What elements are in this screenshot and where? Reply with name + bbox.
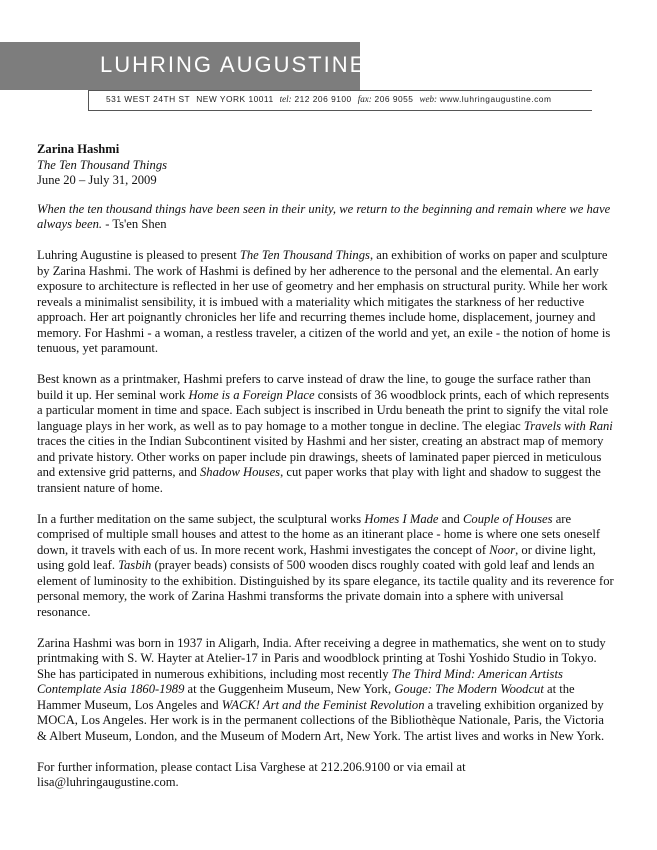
street-address: 531 WEST 24TH ST	[106, 94, 191, 104]
exhibition-name: Gouge: The Modern Woodcut	[394, 682, 544, 696]
text-span: (prayer beads) consists of 500 wooden discs roughly coated with gold leaf and lends an element of luminosity to the exhibition. Distinguished by its spare elegance, its tactile quality and its reverence for personal memory, the work of Zarina Hashmi transforms the private domain into a sphere with universal resonance.	[37, 558, 614, 619]
artwork-title: Travels with Rani	[523, 418, 613, 433]
text-span: , or divine light, using gold leaf.	[37, 542, 596, 572]
artwork-title: Couple of Houses	[463, 511, 553, 526]
letterhead-banner	[0, 42, 367, 90]
quote-text: When the ten thousand things have been seen in their unity, we return to the beginning and remain where we have always been.	[37, 201, 611, 231]
gallery-logo: LUHRING AUGUSTINE	[100, 52, 367, 77]
text-span: a traveling exhibition organized by MOCA, Los Angeles. Her work is in the permanent collections of the Bibliothèque Nationale, Paris, the Victoria & Albert Museum, London, and the Museum of Modern Art, New York. The artist lives and works in New York.	[37, 697, 605, 743]
press-release-body	[37, 142, 615, 791]
exhibition-title: The Ten Thousand Things	[37, 157, 168, 172]
city-zip: NEW YORK 10011	[196, 94, 274, 104]
text-span: at the Hammer Museum, Los Angeles and	[37, 682, 575, 712]
text-span: Zarina Hashmi was born in 1937 in Aligarh, India. After receiving a degree in mathematics, she went on to study printmaking with S. W. Hayter at Atelier-17 in Paris and woodblock printing at Toshi Yoshido Studio in Tokyo. She has participated in numerous exhibitions, including most recently	[37, 635, 606, 681]
letterhead-rule-left	[88, 90, 89, 110]
text-span: In a further meditation on the same subject, the sculptural works	[37, 511, 365, 526]
contact-info: For further information, please contact Lisa Varghese at 212.206.9100 or via email at	[37, 759, 466, 774]
web-label: web:	[419, 94, 437, 104]
text-span: traces the cities in the Indian Subcontinent visited by Hashmi and her sister, creating an abstract map of memory and private history. Other works on paper include pin drawings, sheets of laminated paper pierced in meticulous and extensive grid patterns, and	[37, 434, 604, 479]
text-span: Best known as a printmaker, Hashmi prefers to carve instead of draw the line, to gouge the surface rather than build it up. Her seminal work	[37, 372, 591, 402]
paragraph-biography	[37, 636, 615, 745]
quote-author: - Ts'en Shen	[102, 217, 167, 231]
text-span: , an exhibition of works on paper and sculpture by Zarina Hashmi. The work of Hashmi is defined by her adherence to the personal and the elemental. An early exposure to architecture is reflected in her use of geometry and her emphasis on structural purity. While her work reveals a minimalist sensibility, it is imbued with a materiality which mitigates the starkness of her reductive approach. Her art poignantly chronicles her life and recurring themes include home, displacement, journey and memory. For Hashmi - a woman, a restless traveler, a citizen of the world and yet, an exile - the notion of home is tenuous, yet paramount.	[37, 248, 611, 355]
text-span: and	[438, 511, 463, 526]
letterhead-address	[106, 92, 551, 106]
text-span: are comprised of multiple small houses and attest to the home as an itinerant place - home is where one sets oneself down, it travels with each of us. In more recent work, Hashmi investigates the concept of	[37, 511, 601, 557]
paragraph-sculpture	[37, 512, 615, 621]
paragraph-printmaking	[37, 372, 615, 496]
artwork-title: Home is a Foreign Place	[188, 387, 315, 402]
text-span: , cut paper works that play with light and shadow to suggest the transient nature of home.	[37, 465, 601, 495]
text-span: at the Guggenheim Museum, New York,	[184, 682, 395, 696]
text-span: Luhring Augustine is pleased to present	[37, 248, 240, 262]
artwork-title: Shadow Houses	[199, 465, 281, 479]
artist-name: Zarina Hashmi	[37, 142, 120, 156]
contact-email[interactable]: lisa@luhringaugustine.com.	[37, 775, 179, 789]
artwork-title: Homes I Made	[364, 511, 439, 526]
tel-label: tel:	[279, 94, 292, 104]
tel-number: 212 206 9100	[294, 94, 352, 104]
text-span: consists of 36 woodblock prints, each of which represents a particular moment in time and space. Each subject is inscribed in Urdu beneath the print to signify the vital role language plays in her work, as well as to pay homage to a mother tongue in decline. The elegiac	[37, 387, 610, 433]
web-address[interactable]: www.luhringaugustine.com	[439, 94, 552, 104]
exhibition-dates: June 20 – July 31, 2009	[37, 173, 157, 187]
fax-label: fax:	[357, 94, 372, 104]
artwork-title: The Ten Thousand Things	[239, 248, 370, 262]
exhibition-name: WACK! Art and the Feminist Revolution	[221, 697, 425, 712]
letterhead-rule-top	[88, 90, 592, 91]
fax-number: 206 9055	[374, 94, 414, 104]
artwork-title: Noor	[489, 542, 516, 557]
exhibition-name: The Third Mind: American Artists Contemplate Asia 1860-1989	[37, 666, 563, 696]
letterhead-rule-bottom	[88, 110, 592, 111]
epigraph-quote	[37, 202, 615, 233]
paragraph-intro	[37, 248, 615, 357]
artwork-title: Tasbih	[118, 558, 152, 572]
